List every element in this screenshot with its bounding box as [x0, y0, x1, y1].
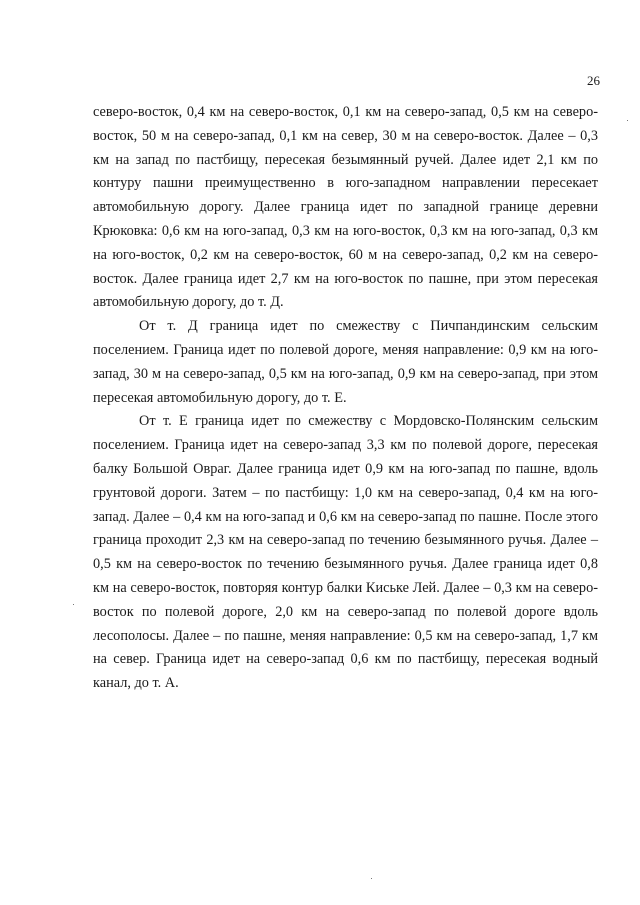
page-number: 26	[587, 73, 600, 88]
scan-speck	[371, 878, 372, 879]
paragraph-boundary-continuation: северо-восток, 0,4 км на северо-восток, 0,1 км на северо-запад, 0,5 км на северо-восток, 50 м на северо-запад, 0,1 км на север, 30 м на северо-восток. Далее – 0,3 км на запад по пастбищу, пересекая безымянный ручей. Далее идет 2,1 км по контуру пашни преимущественно в юго-западном направлении пересекает автомобильную дорогу. Далее граница идет по западной границе деревни Крюковка: 0,6 км на юго-запад, 0,3 км на юго-восток, 0,3 км на юго-запад, 0,3 км на юго-восток, 0,2 км на северо-восток, 60 м на северо-запад, 0,2 км на северо-восток. Далее граница идет 2,7 км на юго-восток по пашне, при этом пересекая автомобильную дорогу, до т. Д.	[93, 104, 598, 311]
scan-speck	[73, 604, 74, 605]
paragraph-point-e: От т. Е граница идет по смежеству с Мордовско-Полянским сельским поселением. Граница идет на северо-запад 3,3 км по полевой дороге, пересекая балку Большой Овраг. Далее граница идет 0,9 км на юго-запад по пашне, вдоль грунтовой дороги. Затем – по пастбищу: 1,0 км на северо-запад, 0,4 км на юго-запад. Далее – 0,4 км на юго-запад и 0,6 км на северо-запад по пашне. После этого граница проходит 2,3 км на северо-запад по течению безымянного ручья. Далее – 0,5 км на северо-восток по течению безымянного ручья. Далее граница идет 0,8 км на северо-восток, повторяя контур балки Киське Лей. Далее – 0,3 км на северо-восток по полевой дороге, 2,0 км на северо-запад по полевой дороге вдоль лесополосы. Далее – по пашне, меняя направление: 0,5 км на северо-запад, 1,7 км на север. Граница идет на северо-запад 0,6 км по пастбищу, пересекая водный канал, до т. А.	[93, 413, 598, 692]
paragraph-point-d: От т. Д граница идет по смежеству с Пичпандинским сельским поселением. Граница идет по полевой дороге, меняя направление: 0,9 км на юго-запад, 30 м на северо-запад, 0,5 км на юго-запад, 0,9 км на северо-запад, при этом пересекая автомобильную дорогу, до т. Е.	[93, 318, 598, 406]
document-body	[93, 101, 598, 696]
scan-speck	[627, 120, 628, 121]
